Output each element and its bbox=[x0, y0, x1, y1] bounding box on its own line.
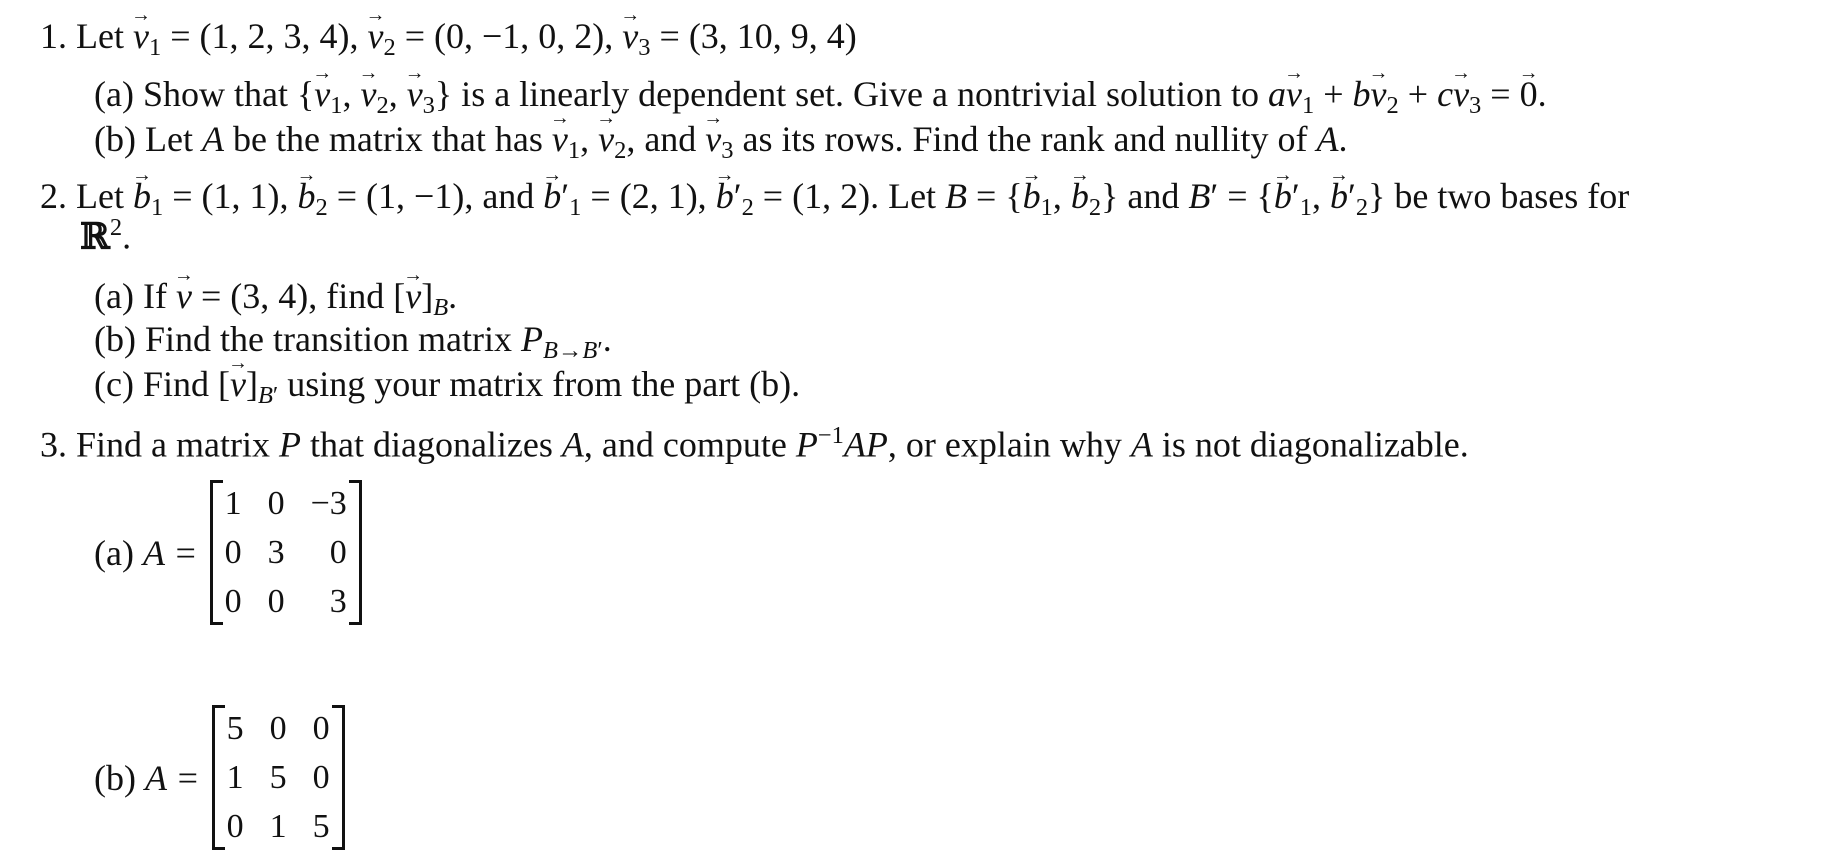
matrix-cell: 0 bbox=[312, 759, 330, 797]
problem-3-part-a-lhs: A = bbox=[142, 532, 198, 573]
problem-2-part-c: (c) Find [→ $v]_{B'}$ using your matrix from the part (b). bbox=[94, 366, 800, 408]
matrix-cell: 1 bbox=[226, 759, 244, 797]
matrix-cell: 5 bbox=[312, 808, 330, 846]
matrix-cell: 3 bbox=[329, 583, 347, 621]
matrix-cell: 0 bbox=[267, 485, 285, 522]
matrix-a bbox=[210, 480, 362, 625]
problem-2-intro-line-2: ℝ$^2$. bbox=[80, 214, 132, 258]
problem-2-part-a: (a) If → v = (3, 4), find [→ $v]_B$. bbox=[94, 278, 457, 320]
problem-1-part-a-label: (a) bbox=[94, 74, 134, 114]
matrix-cell: 5 bbox=[269, 759, 287, 797]
matrix-cell: 1 bbox=[269, 808, 287, 846]
matrix-cell: 0 bbox=[312, 710, 330, 747]
problem-2-number: 2. bbox=[40, 176, 67, 216]
problem-3-part-b bbox=[94, 705, 345, 850]
problem-3-part-a bbox=[94, 480, 362, 625]
matrix-cell: 1 bbox=[224, 485, 242, 522]
problem-2-part-b-label: (b) bbox=[94, 319, 136, 359]
problem-1-number: 1. bbox=[40, 16, 67, 56]
matrix-cell: −3 bbox=[310, 485, 347, 522]
matrix-cell: 0 bbox=[224, 534, 242, 572]
matrix-cell: 3 bbox=[267, 534, 285, 572]
problem-3-number: 3. bbox=[40, 424, 67, 465]
problem-3-intro: 3. Find a matrix P that diagonalizes A, and compute $P^{-1}AP$, or explain why A is not diagonalizable. bbox=[40, 422, 1469, 465]
problem-3-part-a-label: (a) bbox=[94, 532, 134, 573]
matrix-cell: 0 bbox=[329, 534, 347, 572]
matrix-cell: 0 bbox=[224, 583, 242, 621]
problem-2-part-a-label: (a) bbox=[94, 276, 134, 316]
problem-1-part-b: (b) Let A be the matrix that has → $v_1$, → $v_2$, and → $v_3$ as its rows. Find the rank and nullity of A. bbox=[94, 121, 1347, 163]
problem-1-part-b-label: (b) bbox=[94, 119, 136, 159]
problem-2-part-c-label: (c) bbox=[94, 364, 134, 404]
problem-3-part-b-lhs: A = bbox=[144, 757, 200, 798]
matrix-cell: 5 bbox=[226, 710, 244, 747]
matrix-cell: 0 bbox=[267, 583, 285, 621]
problem-1-part-a: (a) Show that {→ $v_1$, → $v_2$, → $v_3$} is a linearly dependent set. Give a nontrivial solution to $a\to v_1 + b\to v_2 + c\to v_3$ = → 0. bbox=[94, 76, 1547, 118]
matrix-b bbox=[212, 705, 345, 850]
problem-3-part-b-label: (b) bbox=[94, 757, 136, 798]
matrix-cell: 0 bbox=[226, 808, 244, 846]
problem-1-intro: 1. Let → $v_1 = (1$, 2, 3, 4), → $v_2 = (0$, −1, 0, 2), → $v_3 = (3$, 10, 9, 4) bbox=[40, 18, 857, 60]
matrix-cell: 0 bbox=[269, 710, 287, 747]
problem-2-part-b: (b) Find the transition matrix $P_{B\to B'}$. bbox=[94, 319, 612, 364]
problem-2-intro-line-1: 2. Let → $b_1 = (1$, 1), → $b_2 = (1$, −1), and → $b'_1 = (2$, 1), → $b'_2 = (1$, 2). Let B = {→ $b_1$, → $b_2$} and B′ = {→ $b'_1$, → $b'_2$} be two bases for bbox=[40, 178, 1629, 220]
